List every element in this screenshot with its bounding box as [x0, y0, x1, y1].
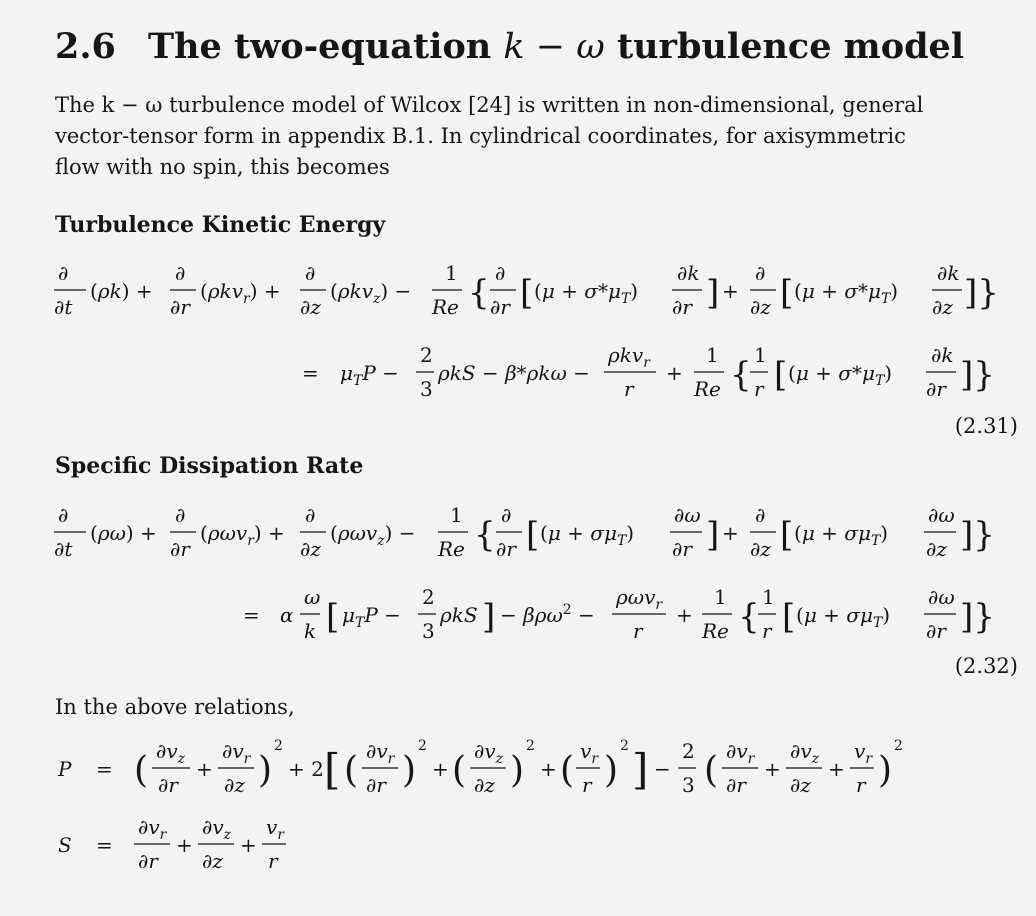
svg-text:∂t: ∂t [54, 295, 73, 319]
svg-text:2: 2 [422, 585, 435, 609]
svg-text:∂r: ∂r [926, 619, 946, 643]
svg-text:(ρkvz) −: (ρkv$_z$) − [330, 279, 412, 307]
svg-text:∂ω: ∂ω [674, 503, 701, 527]
section-title-prefix: The two-equation [148, 26, 492, 67]
svg-text:r: r [633, 619, 643, 643]
sdr-eq-line1 [54, 503, 995, 561]
svg-text:∂vz: $\partial v_z$ [202, 815, 232, 843]
svg-text:]: ] [706, 273, 720, 313]
svg-text:+: + [432, 757, 449, 781]
intro-line: vector-tensor form in appendix B.1. In cylindrical coordinates, for axisymmetric [55, 124, 906, 148]
svg-text:2: 2 [274, 738, 283, 754]
svg-text:1: 1 [445, 261, 458, 285]
svg-text:]}: ]} [960, 597, 995, 637]
svg-text:): ) [604, 750, 619, 791]
svg-text:r: r [268, 849, 278, 873]
svg-text:Re: Re [694, 377, 721, 401]
svg-text:∂: ∂ [175, 503, 186, 527]
svg-text:[: [ [774, 355, 788, 395]
svg-text:]}: ]} [960, 515, 995, 555]
svg-text:∂z: ∂z [300, 537, 321, 561]
svg-text:+: + [764, 757, 781, 781]
svg-text:ρωvr: ρωv$_r$ [616, 585, 663, 613]
svg-text:∂z: ∂z [224, 773, 245, 797]
svg-text:3: 3 [420, 377, 433, 401]
svg-text:∂r: ∂r [496, 537, 516, 561]
svg-text:∂z: ∂z [750, 295, 771, 319]
svg-text:∂r: ∂r [170, 537, 190, 561]
svg-text:ρkS − β*ρkω −: ρkS − β*ρkω − [438, 361, 590, 385]
svg-text:2: 2 [526, 738, 535, 754]
svg-text:3: 3 [682, 773, 695, 797]
sdr-heading: Specific Dissipation Rate [55, 453, 364, 479]
svg-text:∂z: ∂z [474, 773, 495, 797]
svg-text:+ 2: + 2 [288, 757, 324, 781]
svg-text:∂r: ∂r [672, 537, 692, 561]
svg-text:∂ω: ∂ω [928, 503, 955, 527]
svg-text:∂r: ∂r [726, 773, 746, 797]
svg-text:[: [ [324, 745, 341, 794]
svg-text:∂r: ∂r [926, 377, 946, 401]
svg-text:+: + [676, 603, 693, 627]
svg-text:[: [ [782, 597, 796, 637]
svg-text:(μ + σμT): $(\mu + \sigma\mu_T)$ [540, 521, 635, 549]
svg-text:1: 1 [450, 503, 463, 527]
svg-text:[: [ [520, 273, 534, 313]
svg-text:): ) [510, 750, 525, 791]
svg-text:1: 1 [762, 585, 775, 609]
svg-text:(ρkvr) +: (ρkv$_r$) + [200, 279, 281, 307]
tke-eq-line1 [54, 261, 999, 319]
svg-text:{: { [474, 515, 496, 555]
svg-text:+: + [828, 757, 845, 781]
section-number: 2.6 [55, 26, 116, 67]
equation-number-2-32: (2.32) [954, 654, 1018, 678]
svg-text:=: = [96, 757, 113, 781]
svg-text:∂vz: $\partial v_z$ [790, 739, 820, 767]
relations-equations [52, 730, 992, 880]
svg-text:∂: ∂ [495, 261, 506, 285]
svg-text:(μ + σμT): $(\mu + \sigma\mu_T)$ [796, 603, 891, 631]
S-definition [58, 815, 286, 873]
svg-text:− βρω2 −: − βρω$^2$ − [500, 602, 595, 627]
intro-line: flow with no spin, this becomes [55, 155, 390, 179]
svg-text:(ρωvr) +: (ρωv$_r$) + [200, 521, 285, 549]
svg-text:∂vr: $\partial v_r$ [726, 739, 755, 767]
svg-text:(μ + σμT): $(\mu + \sigma\mu_T)$ [794, 521, 889, 549]
svg-text:∂ω: ∂ω [928, 585, 955, 609]
svg-text:+: + [722, 521, 739, 545]
svg-text:α: α [280, 603, 294, 627]
relations-label: In the above relations, [55, 695, 295, 719]
svg-text:(μ + σ*μT): $(\mu + \sigma*\mu_T)$ [788, 361, 893, 389]
svg-text:∂z: ∂z [202, 849, 223, 873]
svg-text:+: + [722, 279, 739, 303]
svg-text:): ) [258, 750, 273, 791]
svg-text:μTP −: $\mu_TP$ − [342, 603, 401, 631]
svg-text:+: + [666, 361, 683, 385]
svg-text:∂vr: $\partial v_r$ [222, 739, 251, 767]
svg-text:∂r: ∂r [158, 773, 178, 797]
svg-text:∂r: ∂r [672, 295, 692, 319]
svg-text:∂: ∂ [305, 503, 316, 527]
svg-text:(: ( [134, 750, 149, 791]
tke-heading: Turbulence Kinetic Energy [55, 212, 386, 238]
svg-text:∂z: ∂z [790, 773, 811, 797]
svg-text:(: ( [560, 750, 575, 791]
svg-text:∂z: ∂z [750, 537, 771, 561]
section-title [55, 26, 964, 67]
svg-text:∂: ∂ [755, 503, 766, 527]
svg-text:+: + [196, 757, 213, 781]
svg-text:∂z: ∂z [926, 537, 947, 561]
svg-text:∂vr: $\partial v_r$ [138, 815, 167, 843]
svg-text:∂: ∂ [58, 261, 69, 285]
section-title-suffix: turbulence model [616, 26, 965, 67]
svg-text:S: S [58, 833, 72, 857]
svg-text:{: { [468, 273, 490, 313]
svg-text:2: 2 [418, 738, 427, 754]
svg-text:2: 2 [420, 343, 433, 367]
svg-text:∂r: ∂r [170, 295, 190, 319]
svg-text:[: [ [780, 515, 794, 555]
svg-text:r: r [754, 377, 764, 401]
svg-text:∂r: ∂r [138, 849, 158, 873]
svg-text:−: − [654, 757, 671, 781]
svg-text:(ρωvz) −: (ρωv$_z$) − [330, 521, 416, 549]
equation-number-2-31: (2.31) [954, 414, 1018, 438]
svg-text:ω: ω [304, 585, 321, 609]
svg-text:1: 1 [706, 343, 719, 367]
P-definition [57, 738, 903, 797]
svg-text:+: + [240, 833, 257, 857]
svg-text:(ρk) +: (ρk) + [90, 279, 153, 303]
svg-text:r: r [582, 773, 592, 797]
sdr-equation [50, 500, 995, 660]
svg-text:Re: Re [438, 537, 465, 561]
svg-text:[: [ [326, 597, 340, 637]
svg-text:1: 1 [754, 343, 767, 367]
svg-text:(ρω) +: (ρω) + [90, 521, 157, 545]
svg-text:∂k: ∂k [677, 261, 700, 285]
tke-eq-line2 [302, 343, 995, 401]
svg-text:∂z: ∂z [300, 295, 321, 319]
svg-text:∂r: ∂r [490, 295, 510, 319]
svg-text:]: ] [482, 597, 496, 637]
tke-equation [50, 258, 999, 418]
svg-text:vr: $v_r$ [854, 739, 873, 767]
intro-line: The k − ω turbulence model of Wilcox [24] is written in non-dimensional, general [55, 93, 924, 117]
svg-text:=: = [302, 361, 319, 385]
svg-text:{: { [738, 597, 760, 637]
svg-text:∂vz: $\partial v_z$ [156, 739, 186, 767]
svg-text:∂k: ∂k [931, 343, 954, 367]
intro-paragraph [55, 90, 923, 183]
svg-text:]}: ]} [960, 355, 995, 395]
svg-text:∂: ∂ [755, 261, 766, 285]
svg-text:k: k [304, 619, 317, 643]
svg-text:2: 2 [682, 739, 695, 763]
svg-text:(: ( [704, 750, 719, 791]
svg-text:(μ + σ*μT): $(\mu + \sigma*\mu_T)$ [794, 279, 899, 307]
svg-text:2: 2 [894, 738, 903, 754]
svg-text:r: r [856, 773, 866, 797]
svg-text:Re: Re [432, 295, 459, 319]
svg-text:∂: ∂ [305, 261, 316, 285]
svg-text:∂k: ∂k [937, 261, 960, 285]
svg-text:): ) [878, 750, 893, 791]
svg-text:2: 2 [620, 738, 629, 754]
svg-text:∂z: ∂z [932, 295, 953, 319]
svg-text:ρkS: ρkS [440, 603, 478, 627]
svg-text:): ) [402, 750, 417, 791]
svg-text:∂: ∂ [501, 503, 512, 527]
svg-text:=: = [243, 603, 260, 627]
svg-text:1: 1 [714, 585, 727, 609]
svg-text:]}: ]} [964, 273, 999, 313]
svg-text:∂vr: $\partial v_r$ [366, 739, 395, 767]
svg-text:μTP −: $\mu_TP$ − [340, 361, 399, 389]
svg-text:∂t: ∂t [54, 537, 73, 561]
svg-text:vr: $v_r$ [266, 815, 285, 843]
svg-text:]: ] [632, 745, 649, 794]
svg-text:+: + [540, 757, 557, 781]
svg-text:+: + [176, 833, 193, 857]
svg-text:=: = [96, 833, 113, 857]
svg-text:[: [ [526, 515, 540, 555]
section-title-math: k − ω [503, 27, 605, 67]
svg-text:∂r: ∂r [366, 773, 386, 797]
svg-text:[: [ [780, 273, 794, 313]
svg-text:∂: ∂ [58, 503, 69, 527]
svg-text:P: P [58, 757, 72, 781]
svg-text:r: r [624, 377, 634, 401]
svg-text:(: ( [344, 750, 359, 791]
svg-text:vr: $v_r$ [580, 739, 599, 767]
svg-text:(μ + σ*μT): $(\mu + \sigma*\mu_T)$ [534, 279, 639, 307]
svg-text:r: r [762, 619, 772, 643]
svg-text:ρkvr: ρkv$_r$ [608, 343, 650, 371]
svg-text:3: 3 [422, 619, 435, 643]
sdr-eq-line2 [243, 585, 995, 643]
svg-text:]: ] [706, 515, 720, 555]
svg-text:∂vz: $\partial v_z$ [474, 739, 504, 767]
svg-text:∂: ∂ [175, 261, 186, 285]
svg-text:(: ( [452, 750, 467, 791]
svg-text:{: { [730, 355, 752, 395]
svg-text:Re: Re [702, 619, 729, 643]
